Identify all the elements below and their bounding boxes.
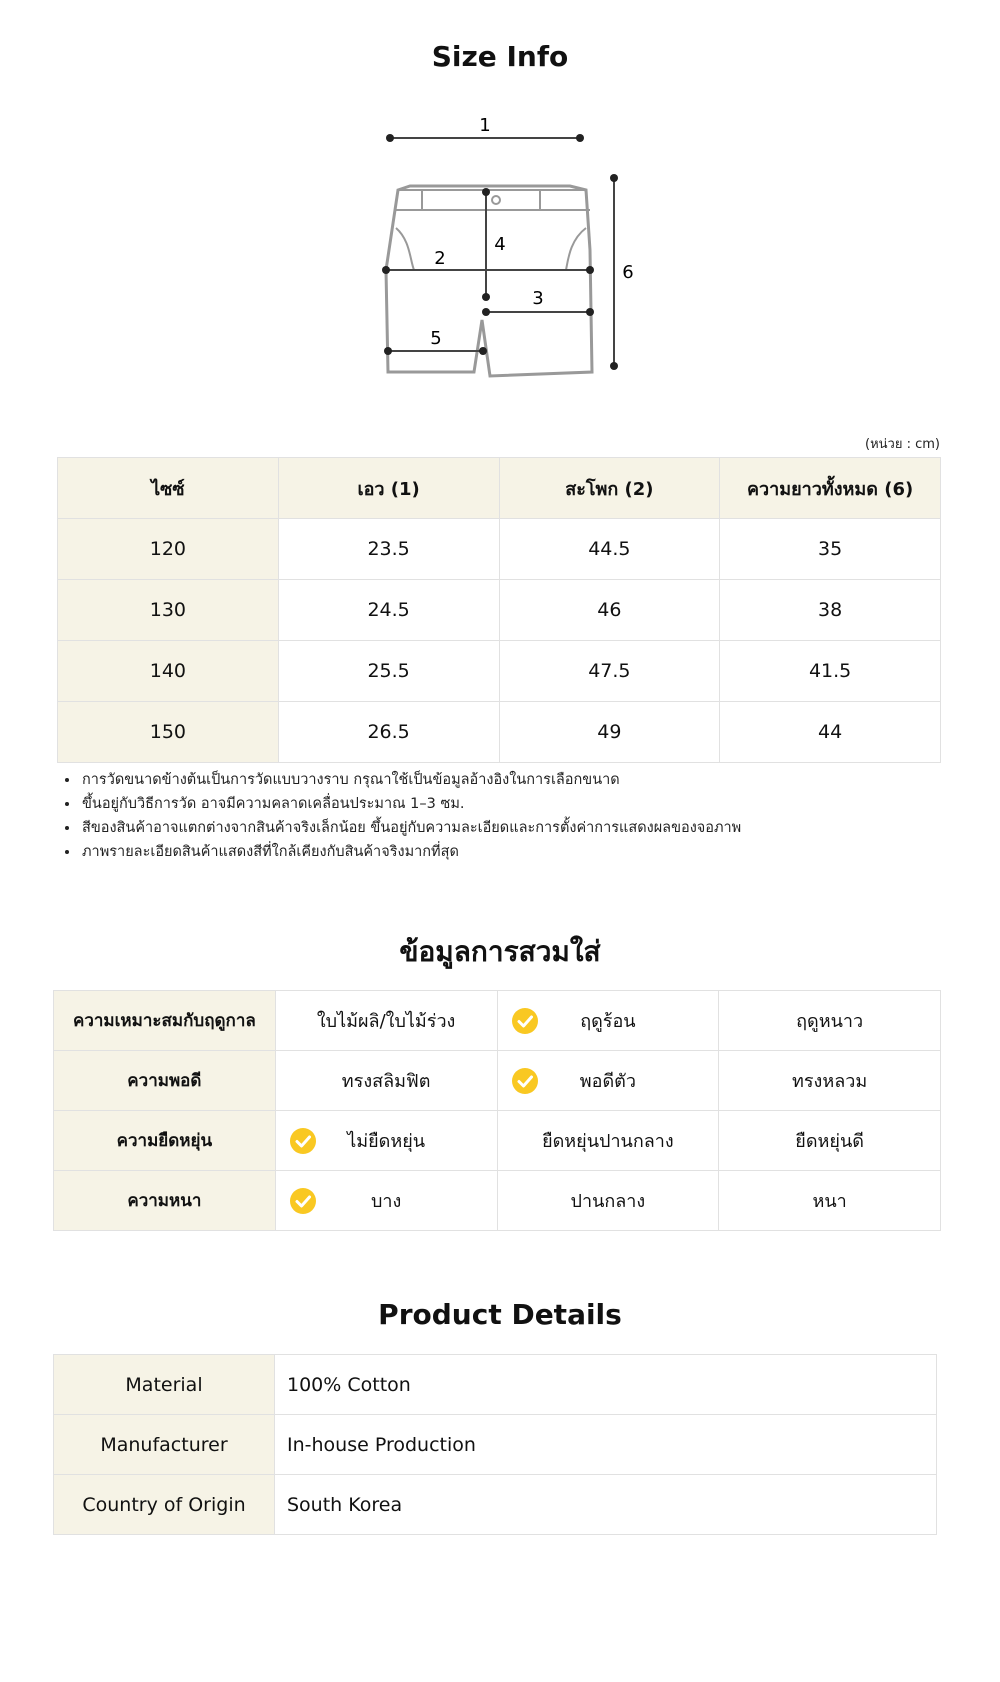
unit-note: (หน่วย : cm) <box>865 437 940 452</box>
size-table <box>57 457 941 763</box>
hip-cell: 47.5 <box>499 641 720 702</box>
column-header-hip: สะโพก (2) <box>499 458 720 519</box>
option-label: พอดีตัว <box>579 1071 636 1092</box>
option-label: บาง <box>370 1191 402 1212</box>
option-label: ฤดูหนาว <box>796 1011 864 1032</box>
option-label: หนา <box>812 1191 847 1212</box>
option-label: ยืดหยุ่นดี <box>795 1131 864 1152</box>
note-item: • ภาพรายละเอียดสินค้าแสดงสีที่ใกล้เคียงกับสินค้าจริงมากที่สุด <box>80 840 741 864</box>
waist-cell: 24.5 <box>278 580 499 641</box>
size-table-header-row <box>58 458 941 519</box>
size-cell: 130 <box>58 580 279 641</box>
hip-cell: 46 <box>499 580 720 641</box>
table-row <box>54 1475 937 1535</box>
option-cell <box>275 1171 497 1231</box>
shorts-measurement-diagram <box>380 110 680 410</box>
diagram-label-6: 6 <box>622 262 634 283</box>
size-cell: 150 <box>58 702 279 763</box>
option-label: ไม่ยืดหยุ่น <box>347 1131 426 1152</box>
wear-info-table <box>53 990 941 1231</box>
option-label: ยืดหยุ่นปานกลาง <box>542 1131 674 1152</box>
product-details-title: Product Details <box>378 1298 622 1331</box>
table-row <box>58 641 941 702</box>
wear-row-fit <box>54 1051 941 1111</box>
option-label: ฤดูร้อน <box>580 1011 636 1032</box>
option-label: ทรงสลิมฟิต <box>341 1071 431 1092</box>
note-item: • ขึ้นอยู่กับวิธีการวัด อาจมีความคลาดเคลื่อนประมาณ 1–3 ซม. <box>80 792 741 816</box>
size-notes-list <box>60 768 741 864</box>
table-row <box>58 702 941 763</box>
row-label: ความเหมาะสมกับฤดูกาล <box>54 991 276 1051</box>
table-row <box>54 1415 937 1475</box>
hip-cell: 49 <box>499 702 720 763</box>
wear-info-title: ข้อมูลการสวมใส่ <box>399 935 601 968</box>
option-cell <box>719 1171 941 1231</box>
check-circle-icon <box>512 1008 538 1034</box>
column-header-size: ไซซ์ <box>58 458 279 519</box>
row-label: ความพอดี <box>54 1051 276 1111</box>
check-circle-icon <box>512 1068 538 1094</box>
detail-value-origin: South Korea <box>275 1475 937 1535</box>
option-cell <box>719 991 941 1051</box>
length-cell: 44 <box>720 702 941 763</box>
waist-cell: 25.5 <box>278 641 499 702</box>
table-row <box>58 519 941 580</box>
detail-key-origin: Country of Origin <box>54 1475 275 1535</box>
option-cell <box>497 991 719 1051</box>
length-cell: 41.5 <box>720 641 941 702</box>
waist-cell: 23.5 <box>278 519 499 580</box>
option-cell <box>497 1051 719 1111</box>
detail-value-manufacturer: In-house Production <box>275 1415 937 1475</box>
option-cell <box>497 1111 719 1171</box>
diagram-label-5: 5 <box>430 328 442 349</box>
hip-cell: 44.5 <box>499 519 720 580</box>
column-header-waist: เอว (1) <box>278 458 499 519</box>
row-label: ความหนา <box>54 1171 276 1231</box>
detail-key-manufacturer: Manufacturer <box>54 1415 275 1475</box>
note-item: • การวัดขนาดข้างต้นเป็นการวัดแบบวางราบ กรุณาใช้เป็นข้อมูลอ้างอิงในการเลือกขนาด <box>80 768 741 792</box>
diagram-label-4: 4 <box>494 234 506 255</box>
diagram-label-2: 2 <box>434 248 446 269</box>
option-cell <box>719 1111 941 1171</box>
option-cell <box>275 991 497 1051</box>
table-row <box>54 1355 937 1415</box>
option-cell <box>719 1051 941 1111</box>
option-cell <box>497 1171 719 1231</box>
wear-row-season <box>54 991 941 1051</box>
detail-key-material: Material <box>54 1355 275 1415</box>
wear-row-stretch <box>54 1111 941 1171</box>
size-cell: 120 <box>58 519 279 580</box>
check-circle-icon <box>290 1188 316 1214</box>
product-details-table <box>53 1354 937 1535</box>
size-info-title: Size Info <box>431 40 569 73</box>
length-cell: 35 <box>720 519 941 580</box>
diagram-label-1: 1 <box>479 115 491 136</box>
option-label: ใบไม้ผลิ/ใบไม้ร่วง <box>316 1011 456 1032</box>
option-cell <box>275 1051 497 1111</box>
length-cell: 38 <box>720 580 941 641</box>
option-label: ทรงหลวม <box>792 1071 868 1092</box>
size-cell: 140 <box>58 641 279 702</box>
row-label: ความยืดหยุ่น <box>54 1111 276 1171</box>
diagram-label-3: 3 <box>532 288 544 309</box>
note-item: • สีของสินค้าอาจแตกต่างจากสินค้าจริงเล็กน้อย ขึ้นอยู่กับความละเอียดและการตั้งค่าการแสดงผลของจอภาพ <box>80 816 741 840</box>
option-label: ปานกลาง <box>570 1191 646 1212</box>
detail-value-material: 100% Cotton <box>275 1355 937 1415</box>
table-row <box>58 580 941 641</box>
column-header-total-length: ความยาวทั้งหมด (6) <box>720 458 941 519</box>
wear-row-thickness <box>54 1171 941 1231</box>
check-circle-icon <box>290 1128 316 1154</box>
waist-cell: 26.5 <box>278 702 499 763</box>
option-cell <box>275 1111 497 1171</box>
